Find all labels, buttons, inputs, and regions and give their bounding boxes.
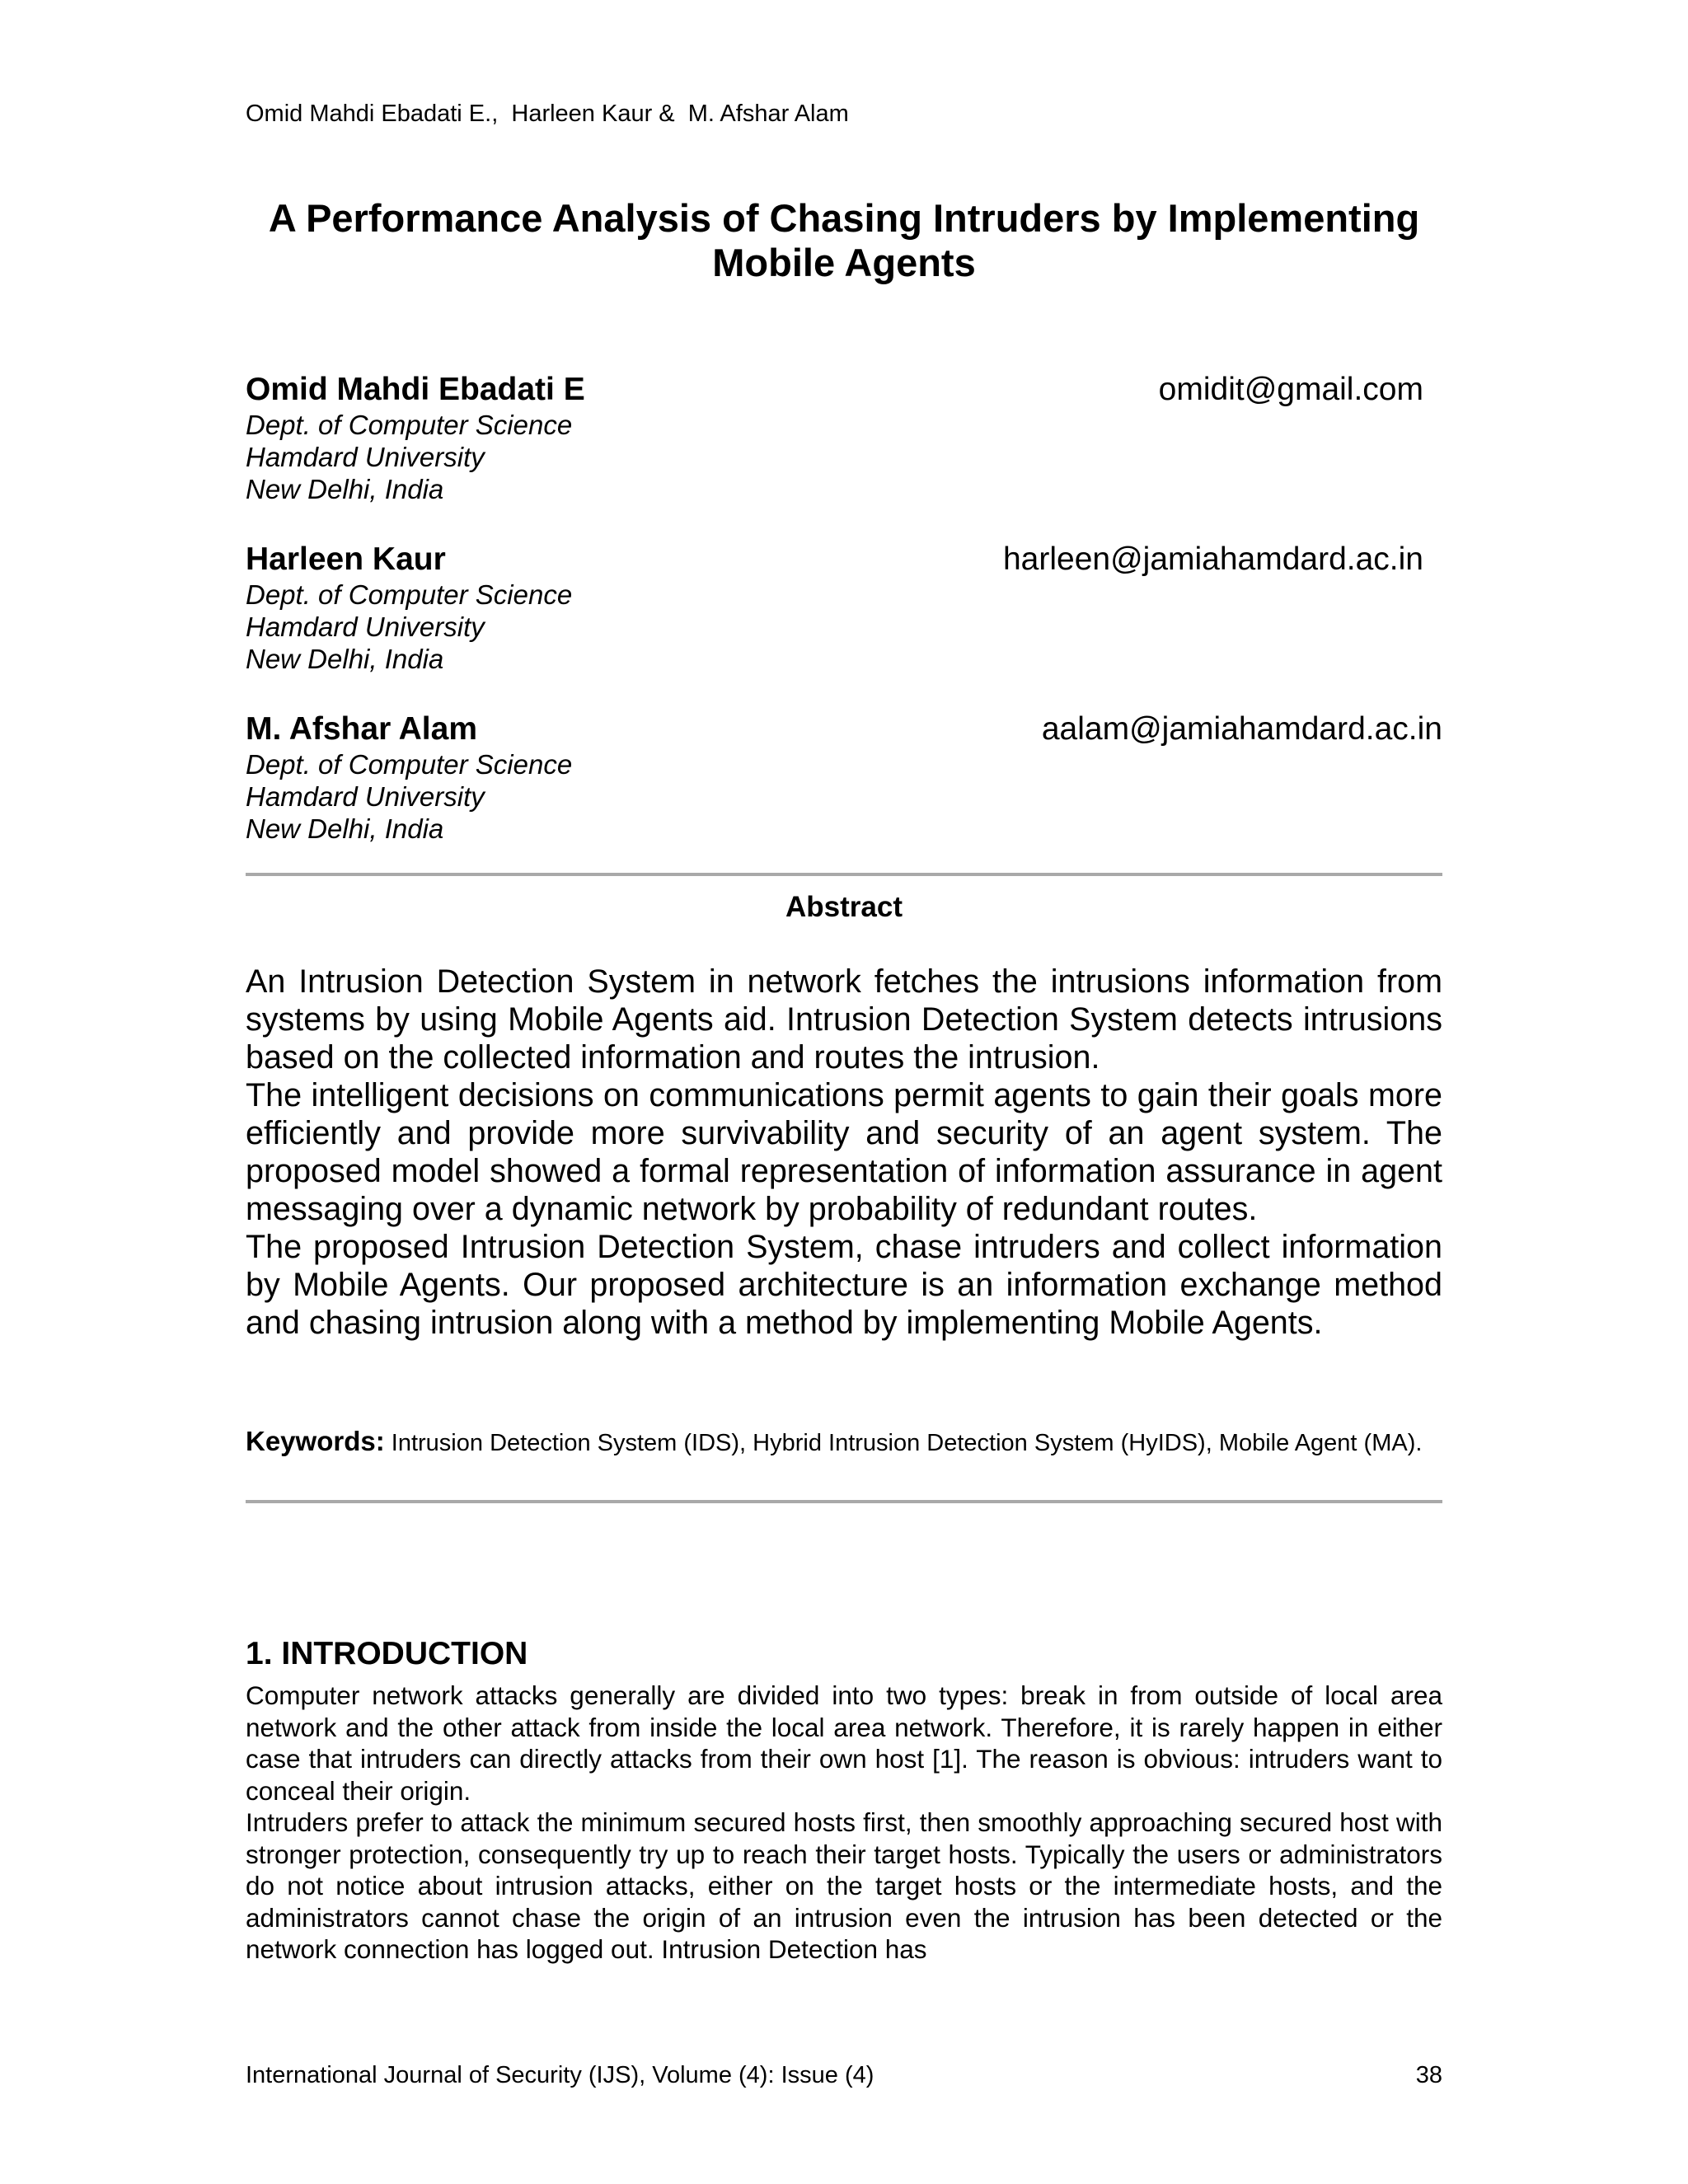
keywords-label: Keywords:	[246, 1426, 385, 1456]
abstract-paragraph: The proposed Intrusion Detection System, chase intruders and collect information by Mobile Agents. Our proposed architecture is an information exchange method and chasing intrusion along with a method by implementing Mobile Agents.	[246, 1229, 1442, 1341]
author-block-1	[246, 371, 1442, 536]
keywords	[246, 1426, 1442, 1459]
author-email[interactable]: omidit@gmail.com	[1158, 372, 1423, 407]
author-email[interactable]: aalam@jamiahamdard.ac.in	[1041, 711, 1442, 747]
abstract-paragraph: The intelligent decisions on communications permit agents to gain their goals more efficiently and provide more survivability and security of an agent system. The proposed model showed a formal representation of information assurance in agent messaging over a dynamic network by probability of redundant routes.	[246, 1077, 1442, 1227]
abstract-paragraph: An Intrusion Detection System in network fetches the intrusions information from systems by using Mobile Agents aid. Intrusion Detection System detects intrusions based on the collected information and routes the intrusion.	[246, 963, 1442, 1076]
introduction-paragraph: Intruders prefer to attack the minimum secured hosts first, then smoothly approaching secured host with stronger protection, consequently try up to reach their target hosts. Typically the users or administrators do not notice about intrusion attacks, either on the target hosts or the intermediate hosts, and the administrators cannot chase the origin of an intrusion even the intrusion has been detected or the network connection has logged out. Intrusion Detection has	[246, 1807, 1442, 1964]
author-location: New Delhi, India	[246, 813, 444, 844]
abstract-top-rule	[246, 873, 1442, 876]
author-dept: Dept. of Computer Science	[246, 579, 573, 610]
author-university: Hamdard University	[246, 781, 485, 812]
author-location: New Delhi, India	[246, 644, 444, 674]
paper-title	[246, 196, 1442, 285]
author-name: Harleen Kaur	[246, 541, 446, 577]
introduction-body	[246, 1680, 1442, 1966]
author-affiliation	[246, 579, 572, 675]
author-block-3	[246, 710, 1442, 875]
introduction-paragraph: Computer network attacks generally are divided into two types: break in from outside of local area network and the other attack from inside the local area network. Therefore, it is rarely happen in either case that intruders can directly attacks from their own host [1]. The reason is obvious: intruders want to conceal their origin.	[246, 1680, 1442, 1806]
author-name: Omid Mahdi Ebadati E	[246, 372, 585, 407]
author-university: Hamdard University	[246, 612, 485, 642]
author-university: Hamdard University	[246, 442, 485, 472]
author-affiliation	[246, 748, 572, 845]
footer-page-number: 38	[1415, 2062, 1442, 2088]
author-dept: Dept. of Computer Science	[246, 410, 573, 440]
keywords-text: Intrusion Detection System (IDS), Hybrid Intrusion Detection System (HyIDS), Mobile Agent (MA).	[391, 1430, 1423, 1456]
section-heading-introduction: 1. INTRODUCTION	[246, 1636, 528, 1671]
abstract-heading: Abstract	[785, 891, 903, 923]
author-affiliation	[246, 409, 572, 505]
footer-journal: International Journal of Security (IJS), Volume (4): Issue (4)	[246, 2062, 874, 2088]
abstract-body	[246, 963, 1442, 1342]
author-email[interactable]: harleen@jamiahamdard.ac.in	[1002, 541, 1423, 577]
paper-title-line-1: A Performance Analysis of Chasing Intruders by Implementing	[268, 196, 1420, 240]
author-location: New Delhi, India	[246, 474, 444, 504]
author-block-2	[246, 541, 1442, 705]
author-dept: Dept. of Computer Science	[246, 749, 573, 780]
abstract-bottom-rule	[246, 1500, 1442, 1503]
paper-title-line-2: Mobile Agents	[712, 241, 976, 284]
author-name: M. Afshar Alam	[246, 711, 477, 747]
running-head: Omid Mahdi Ebadati E., Harleen Kaur & M. Afshar Alam	[246, 101, 849, 127]
